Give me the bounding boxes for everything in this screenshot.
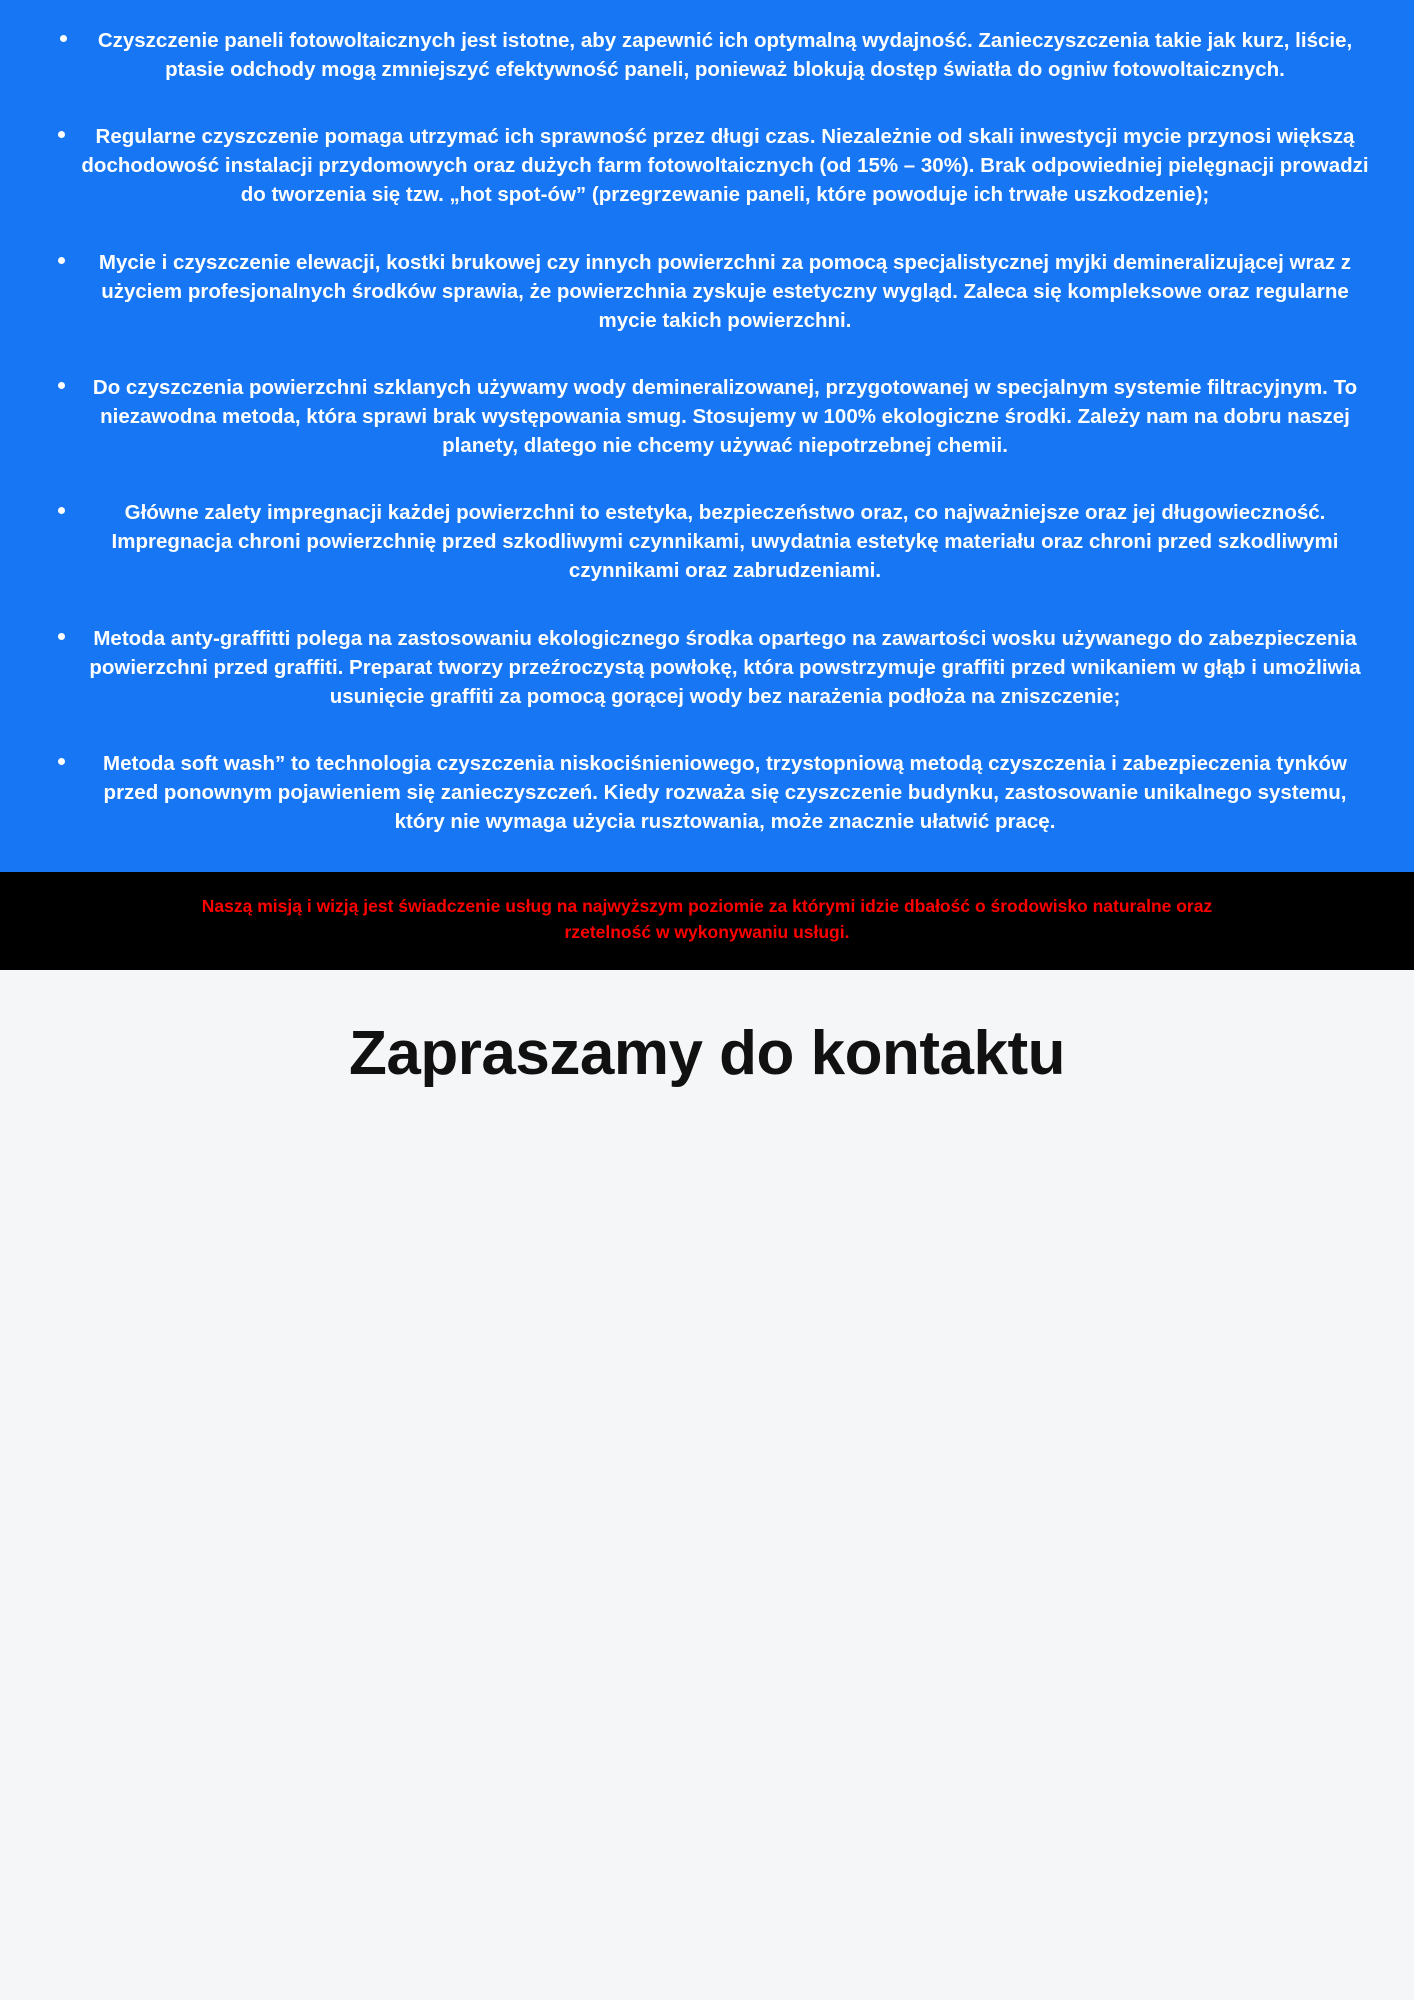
bullet-dot-icon: [58, 633, 65, 640]
list-item: [22, 248, 1392, 335]
list-item-text: Do czyszczenia powierzchni szklanych używamy wody demineralizowanej, przygotowanej w specjalnym systemie filtracyjnym. To niezawodna metoda, która sprawi brak występowania smug. Stosujemy w 100% ekologiczne środki. Zależy nam na dobru naszej planety, dlatego nie chcemy używać niepotrzebnej chemii.: [92, 375, 1358, 458]
list-item: [22, 749, 1392, 836]
list-item-text: Regularne czyszczenie pomaga utrzymać ich sprawność przez długi czas. Niezależnie od skali inwestycji mycie przynosi większą dochodowość instalacji przydomowych oraz dużych farm fotowoltaicznych (od 15% – 30%). Brak odpowiedniej pielęgnacji prowadzi do tworzenia się tzw. „hot spot-ów” (przegrzewanie paneli, które powoduje ich trwałe uszkodzenie);: [81, 125, 1369, 207]
list-item-text: Mycie i czyszczenie elewacji, kostki brukowej czy innych powierzchni za pomocą specjalistycznej myjki demineralizującej wraz z użyciem profesjonalnych środków sprawia, że powierzchnia zyskuje estetyczny wygląd. Zaleca się kompleksowe oraz regularne mycie takich powierzchni.: [98, 250, 1352, 332]
bullet-dot-icon: [58, 131, 65, 138]
bullet-dot-icon: [58, 507, 65, 514]
services-bullet-list: [22, 26, 1392, 836]
list-item: [22, 373, 1392, 460]
list-item: [22, 624, 1392, 711]
bullet-dot-icon: [58, 257, 65, 264]
list-item-text: Metoda anty-graffitti polega na zastosowaniu ekologicznego środka opartego na zawartości wosku używanego do zabezpieczenia powierzchni przed graffiti. Preparat tworzy przeźroczystą powłokę, która powstrzymuje graffiti przed wnikaniem w głąb i umożliwia usunięcie graffiti za pomocą gorącej wody bez narażenia podłoża na zniszczenie;: [89, 626, 1361, 708]
list-item-text: Metoda soft wash” to technologia czyszczenia niskociśnieniowego, trzystopniową metodą czyszczenia i zabezpieczenia tynków przed ponownym pojawieniem się zanieczyszczeń. Kiedy rozważa się czyszczenie budynku, zastosowanie unikalnego systemu, który nie wymaga użycia rusztowania, może znacznie ułatwić pracę.: [103, 751, 1347, 834]
bullet-dot-icon: [60, 35, 67, 42]
list-item: [22, 122, 1392, 209]
list-item: [22, 26, 1392, 84]
bullet-dot-icon: [58, 758, 65, 765]
list-item-text: Czyszczenie paneli fotowoltaicznych jest istotne, aby zapewnić ich optymalną wydajność. Zanieczyszczenia takie jak kurz, liście, ptasie odchody mogą zmniejszyć efektywność paneli, ponieważ blokują dostęp światła do ogniw fotowoltaicznych.: [97, 29, 1353, 82]
list-item: [22, 498, 1392, 585]
mission-panel: [0, 872, 1414, 970]
contact-panel: [0, 970, 1414, 2000]
mission-statement: Naszą misją i wizją jest świadczenie usług na najwyższym poziomie za którymi idzie dbałość o środowisko naturalne oraz rzetelność w wykonywaniu usługi.: [201, 896, 1213, 943]
page-title: Zapraszamy do kontaktu: [349, 1018, 1065, 1088]
list-item-text: Główne zalety impregnacji każdej powierzchni to estetyka, bezpieczeństwo oraz, co najważniejsze oraz jej długowieczność. Impregnacja chroni powierzchnię przed szkodliwymi czynnikami, uwydatnia estetykę materiału oraz chroni przed szkodliwymi czynnikami oraz zabrudzeniami.: [111, 501, 1339, 583]
bullet-dot-icon: [58, 382, 65, 389]
services-list-panel: [0, 0, 1414, 872]
